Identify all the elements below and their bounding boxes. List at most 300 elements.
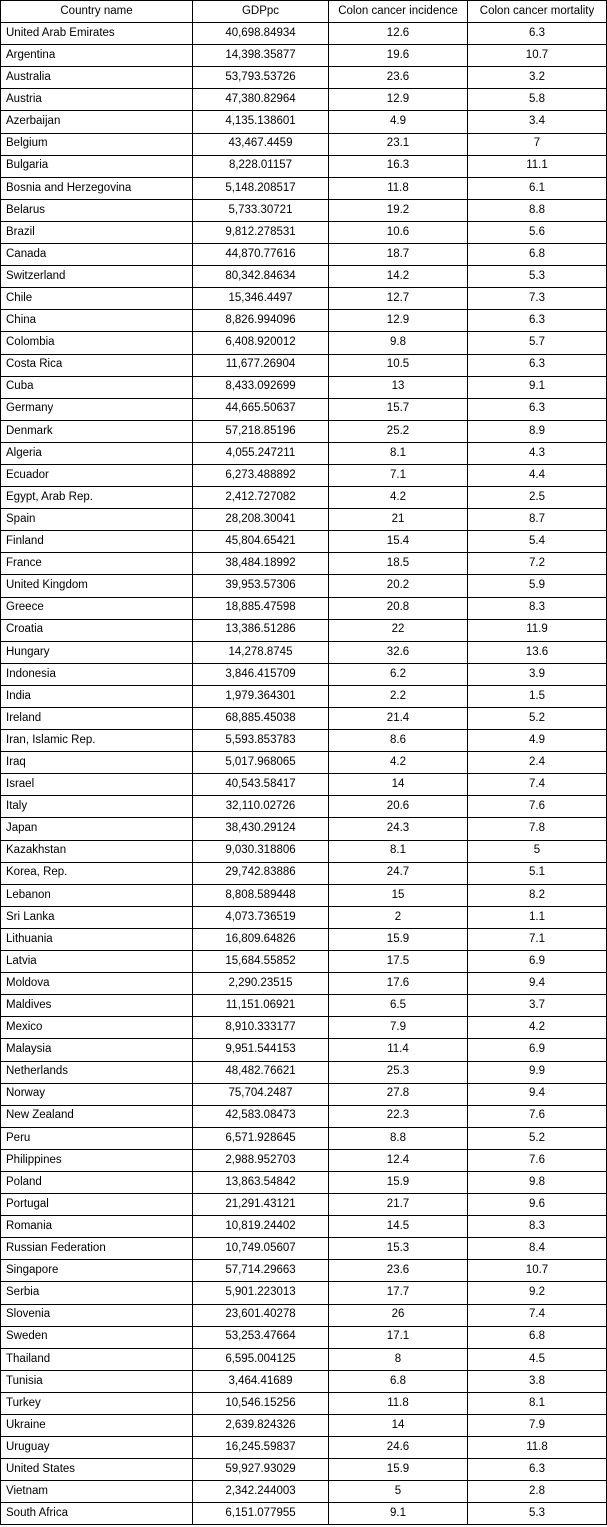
mortality-cell: 8.8 [468,199,607,221]
gdppc-cell: 6,151.077955 [193,1503,329,1525]
mortality-cell: 9.8 [468,1171,607,1193]
mortality-cell: 7.6 [468,1149,607,1171]
country-name-cell: Norway [1,1083,193,1105]
country-name-cell: Denmark [1,420,193,442]
mortality-cell: 3.7 [468,995,607,1017]
country-name-cell: New Zealand [1,1105,193,1127]
gdppc-cell: 8,910.333177 [193,1017,329,1039]
mortality-cell: 5.9 [468,575,607,597]
table-row [1,884,607,906]
country-name-cell: Peru [1,1127,193,1149]
country-name-cell: Japan [1,818,193,840]
gdppc-cell: 8,433.092699 [193,376,329,398]
table-row [1,487,607,509]
mortality-cell: 3.2 [468,67,607,89]
incidence-cell: 17.6 [329,973,468,995]
table-row [1,1326,607,1348]
mortality-cell: 6.3 [468,310,607,332]
mortality-cell: 5.1 [468,862,607,884]
header-country-name: Country name [1,1,193,23]
table-row [1,332,607,354]
mortality-cell: 5.2 [468,1127,607,1149]
table-row [1,266,607,288]
mortality-cell: 13.6 [468,641,607,663]
table-row [1,420,607,442]
mortality-cell: 4.9 [468,730,607,752]
table-row [1,951,607,973]
country-name-cell: Colombia [1,332,193,354]
incidence-cell: 22 [329,619,468,641]
mortality-cell: 5 [468,840,607,862]
table-row [1,796,607,818]
incidence-cell: 21 [329,509,468,531]
incidence-cell: 26 [329,1304,468,1326]
incidence-cell: 17.5 [329,951,468,973]
incidence-cell: 23.1 [329,133,468,155]
gdppc-cell: 8,228.01157 [193,155,329,177]
table-row [1,774,607,796]
gdppc-cell: 29,742.83886 [193,862,329,884]
table-row [1,1437,607,1459]
table-row [1,1039,607,1061]
gdppc-cell: 4,073.736519 [193,906,329,928]
gdppc-cell: 6,595.004125 [193,1348,329,1370]
country-name-cell: Indonesia [1,663,193,685]
gdppc-cell: 16,245.59837 [193,1437,329,1459]
incidence-cell: 15.3 [329,1238,468,1260]
mortality-cell: 6.8 [468,244,607,266]
mortality-cell: 7.4 [468,1304,607,1326]
mortality-cell: 8.9 [468,420,607,442]
table-row [1,310,607,332]
gdppc-cell: 38,484.18992 [193,553,329,575]
table-row [1,1061,607,1083]
incidence-cell: 24.7 [329,862,468,884]
table-row [1,398,607,420]
incidence-cell: 14 [329,1415,468,1437]
gdppc-cell: 53,253.47664 [193,1326,329,1348]
gdppc-cell: 14,278.8745 [193,641,329,663]
gdppc-cell: 2,290.23515 [193,973,329,995]
table-row [1,354,607,376]
incidence-cell: 15.9 [329,1459,468,1481]
mortality-cell: 1.5 [468,685,607,707]
gdppc-cell: 8,808.589448 [193,884,329,906]
incidence-cell: 21.4 [329,708,468,730]
country-name-cell: Chile [1,288,193,310]
mortality-cell: 7.2 [468,553,607,575]
mortality-cell: 6.8 [468,1326,607,1348]
gdppc-cell: 5,733.30721 [193,199,329,221]
mortality-cell: 9.4 [468,1083,607,1105]
mortality-cell: 3.8 [468,1370,607,1392]
table-row [1,1392,607,1414]
incidence-cell: 15.9 [329,928,468,950]
country-name-cell: China [1,310,193,332]
table-row [1,1017,607,1039]
country-name-cell: Sweden [1,1326,193,1348]
mortality-cell: 3.9 [468,663,607,685]
gdppc-cell: 2,639.824326 [193,1415,329,1437]
table-row [1,1415,607,1437]
table-row [1,244,607,266]
table-row [1,1304,607,1326]
incidence-cell: 4.2 [329,752,468,774]
table-row [1,663,607,685]
gdppc-cell: 4,055.247211 [193,442,329,464]
mortality-cell: 9.6 [468,1194,607,1216]
incidence-cell: 17.1 [329,1326,468,1348]
incidence-cell: 24.6 [329,1437,468,1459]
table-row [1,1282,607,1304]
table-row [1,531,607,553]
table-row [1,575,607,597]
country-name-cell: Iran, Islamic Rep. [1,730,193,752]
gdppc-cell: 57,714.29663 [193,1260,329,1282]
header-gdppc: GDPpc [193,1,329,23]
mortality-cell: 2.8 [468,1481,607,1503]
table-row [1,1216,607,1238]
country-name-cell: Moldova [1,973,193,995]
incidence-cell: 14.2 [329,266,468,288]
incidence-cell: 8.1 [329,442,468,464]
mortality-cell: 11.8 [468,1437,607,1459]
country-name-cell: Romania [1,1216,193,1238]
gdppc-cell: 6,408.920012 [193,332,329,354]
gdppc-cell: 47,380.82964 [193,89,329,111]
country-name-cell: Lebanon [1,884,193,906]
country-name-cell: Bosnia and Herzegovina [1,177,193,199]
incidence-cell: 21.7 [329,1194,468,1216]
mortality-cell: 8.2 [468,884,607,906]
incidence-cell: 27.8 [329,1083,468,1105]
country-name-cell: Spain [1,509,193,531]
table-row [1,155,607,177]
mortality-cell: 4.4 [468,464,607,486]
mortality-cell: 4.5 [468,1348,607,1370]
country-name-cell: Algeria [1,442,193,464]
header-colon-cancer-mortality: Colon cancer mortality [468,1,607,23]
table-row [1,199,607,221]
country-name-cell: Ireland [1,708,193,730]
incidence-cell: 32.6 [329,641,468,663]
mortality-cell: 7.8 [468,818,607,840]
mortality-cell: 8.3 [468,597,607,619]
incidence-cell: 25.3 [329,1061,468,1083]
mortality-cell: 1.1 [468,906,607,928]
table-row [1,177,607,199]
table-row [1,641,607,663]
country-name-cell: Italy [1,796,193,818]
country-name-cell: Croatia [1,619,193,641]
mortality-cell: 6.3 [468,23,607,45]
mortality-cell: 5.3 [468,266,607,288]
incidence-cell: 13 [329,376,468,398]
mortality-cell: 5.2 [468,708,607,730]
country-name-cell: Greece [1,597,193,619]
table-header [1,1,607,23]
gdppc-cell: 40,698.84934 [193,23,329,45]
table-row [1,1503,607,1525]
country-name-cell: Ukraine [1,1415,193,1437]
incidence-cell: 12.7 [329,288,468,310]
incidence-cell: 7.9 [329,1017,468,1039]
mortality-cell: 9.9 [468,1061,607,1083]
incidence-cell: 15 [329,884,468,906]
gdppc-cell: 39,953.57306 [193,575,329,597]
incidence-cell: 18.5 [329,553,468,575]
gdppc-cell: 43,467.4459 [193,133,329,155]
mortality-cell: 7.6 [468,796,607,818]
gdppc-cell: 9,030.318806 [193,840,329,862]
country-name-cell: Israel [1,774,193,796]
incidence-cell: 22.3 [329,1105,468,1127]
mortality-cell: 7.9 [468,1415,607,1437]
incidence-cell: 15.9 [329,1171,468,1193]
mortality-cell: 11.1 [468,155,607,177]
mortality-cell: 8.4 [468,1238,607,1260]
mortality-cell: 2.4 [468,752,607,774]
table-body [1,23,607,1525]
incidence-cell: 8.6 [329,730,468,752]
country-name-cell: Latvia [1,951,193,973]
gdppc-cell: 28,208.30041 [193,509,329,531]
table-row [1,376,607,398]
table-row [1,973,607,995]
gdppc-cell: 16,809.64826 [193,928,329,950]
country-name-cell: Canada [1,244,193,266]
gdppc-cell: 53,793.53726 [193,67,329,89]
table-row [1,1370,607,1392]
mortality-cell: 9.4 [468,973,607,995]
mortality-cell: 7.6 [468,1105,607,1127]
gdppc-cell: 59,927.93029 [193,1459,329,1481]
gdppc-cell: 40,543.58417 [193,774,329,796]
gdppc-cell: 14,398.35877 [193,45,329,67]
mortality-cell: 3.4 [468,111,607,133]
table-row [1,818,607,840]
gdppc-cell: 45,804.65421 [193,531,329,553]
incidence-cell: 16.3 [329,155,468,177]
mortality-cell: 9.1 [468,376,607,398]
table-row [1,1459,607,1481]
gdppc-cell: 2,342.244003 [193,1481,329,1503]
mortality-cell: 7.3 [468,288,607,310]
gdppc-cell: 48,482.76621 [193,1061,329,1083]
gdppc-cell: 10,819.24402 [193,1216,329,1238]
country-name-cell: Ecuador [1,464,193,486]
table-row [1,619,607,641]
table-row [1,67,607,89]
country-name-cell: Germany [1,398,193,420]
mortality-cell: 9.2 [468,1282,607,1304]
incidence-cell: 24.3 [329,818,468,840]
country-name-cell: Kazakhstan [1,840,193,862]
gdppc-cell: 5,901.223013 [193,1282,329,1304]
mortality-cell: 6.3 [468,398,607,420]
country-name-cell: Portugal [1,1194,193,1216]
gdppc-cell: 3,464.41689 [193,1370,329,1392]
table-row [1,133,607,155]
country-name-cell: United States [1,1459,193,1481]
incidence-cell: 8.1 [329,840,468,862]
gdppc-cell: 5,017.968065 [193,752,329,774]
incidence-cell: 12.4 [329,1149,468,1171]
incidence-cell: 11.8 [329,177,468,199]
mortality-cell: 10.7 [468,1260,607,1282]
country-name-cell: Slovenia [1,1304,193,1326]
incidence-cell: 17.7 [329,1282,468,1304]
mortality-cell: 6.1 [468,177,607,199]
gdppc-cell: 2,988.952703 [193,1149,329,1171]
header-row [1,1,607,23]
incidence-cell: 25.2 [329,420,468,442]
mortality-cell: 6.3 [468,354,607,376]
mortality-cell: 10.7 [468,45,607,67]
gdppc-cell: 6,571.928645 [193,1127,329,1149]
table-row [1,1194,607,1216]
gdppc-cell: 18,885.47598 [193,597,329,619]
gdppc-cell: 42,583.08473 [193,1105,329,1127]
incidence-cell: 4.9 [329,111,468,133]
gdppc-cell: 57,218.85196 [193,420,329,442]
gdppc-cell: 3,846.415709 [193,663,329,685]
incidence-cell: 6.5 [329,995,468,1017]
incidence-cell: 9.8 [329,332,468,354]
gdppc-cell: 32,110.02726 [193,796,329,818]
incidence-cell: 12.6 [329,23,468,45]
incidence-cell: 19.6 [329,45,468,67]
country-name-cell: Russian Federation [1,1238,193,1260]
table-row [1,23,607,45]
country-name-cell: United Kingdom [1,575,193,597]
incidence-cell: 9.1 [329,1503,468,1525]
table-row [1,862,607,884]
incidence-cell: 20.6 [329,796,468,818]
gdppc-cell: 68,885.45038 [193,708,329,730]
mortality-cell: 4.2 [468,1017,607,1039]
incidence-cell: 12.9 [329,310,468,332]
table-row [1,288,607,310]
mortality-cell: 5.7 [468,332,607,354]
table-row [1,1127,607,1149]
table-row [1,1083,607,1105]
table-row [1,1481,607,1503]
mortality-cell: 7.4 [468,774,607,796]
country-name-cell: Egypt, Arab Rep. [1,487,193,509]
country-name-cell: Costa Rica [1,354,193,376]
incidence-cell: 18.7 [329,244,468,266]
incidence-cell: 11.4 [329,1039,468,1061]
gdppc-cell: 9,951.544153 [193,1039,329,1061]
incidence-cell: 2.2 [329,685,468,707]
table-row [1,442,607,464]
country-name-cell: India [1,685,193,707]
country-name-cell: Austria [1,89,193,111]
table-row [1,221,607,243]
table-row [1,1149,607,1171]
country-name-cell: Bulgaria [1,155,193,177]
table-row [1,89,607,111]
country-name-cell: Mexico [1,1017,193,1039]
gdppc-cell: 15,346.4497 [193,288,329,310]
mortality-cell: 6.9 [468,951,607,973]
table-row [1,685,607,707]
country-name-cell: Sri Lanka [1,906,193,928]
incidence-cell: 20.2 [329,575,468,597]
country-name-cell: Belgium [1,133,193,155]
country-name-cell: Poland [1,1171,193,1193]
gdppc-cell: 1,979.364301 [193,685,329,707]
incidence-cell: 15.7 [329,398,468,420]
gdppc-cell: 21,291.43121 [193,1194,329,1216]
gdppc-cell: 13,386.51286 [193,619,329,641]
mortality-cell: 6.9 [468,1039,607,1061]
incidence-cell: 14 [329,774,468,796]
country-name-cell: Azerbaijan [1,111,193,133]
gdppc-cell: 8,826.994096 [193,310,329,332]
gdppc-cell: 2,412.727082 [193,487,329,509]
country-name-cell: South Africa [1,1503,193,1525]
mortality-cell: 8.7 [468,509,607,531]
table-row [1,1171,607,1193]
country-name-cell: Netherlands [1,1061,193,1083]
incidence-cell: 2 [329,906,468,928]
gdppc-cell: 44,665.50637 [193,398,329,420]
country-name-cell: Uruguay [1,1437,193,1459]
table-row [1,1348,607,1370]
incidence-cell: 12.9 [329,89,468,111]
incidence-cell: 11.8 [329,1392,468,1414]
mortality-cell: 2.5 [468,487,607,509]
table-row [1,730,607,752]
country-name-cell: Turkey [1,1392,193,1414]
country-name-cell: Vietnam [1,1481,193,1503]
incidence-cell: 14.5 [329,1216,468,1238]
gdppc-cell: 13,863.54842 [193,1171,329,1193]
incidence-cell: 15.4 [329,531,468,553]
country-name-cell: Serbia [1,1282,193,1304]
country-name-cell: Australia [1,67,193,89]
gdppc-cell: 10,546.15256 [193,1392,329,1414]
table-row [1,752,607,774]
country-name-cell: France [1,553,193,575]
table-row [1,1105,607,1127]
table-row [1,45,607,67]
table-row [1,464,607,486]
mortality-cell: 5.4 [468,531,607,553]
table-row [1,1238,607,1260]
country-name-cell: Brazil [1,221,193,243]
gdppc-cell: 6,273.488892 [193,464,329,486]
country-name-cell: Thailand [1,1348,193,1370]
table-row [1,928,607,950]
country-name-cell: Argentina [1,45,193,67]
incidence-cell: 4.2 [329,487,468,509]
gdppc-cell: 5,148.208517 [193,177,329,199]
mortality-cell: 6.3 [468,1459,607,1481]
mortality-cell: 5.8 [468,89,607,111]
country-name-cell: Iraq [1,752,193,774]
country-name-cell: United Arab Emirates [1,23,193,45]
country-name-cell: Cuba [1,376,193,398]
country-name-cell: Hungary [1,641,193,663]
table-row [1,1260,607,1282]
incidence-cell: 6.8 [329,1370,468,1392]
incidence-cell: 8 [329,1348,468,1370]
country-name-cell: Tunisia [1,1370,193,1392]
country-name-cell: Philippines [1,1149,193,1171]
